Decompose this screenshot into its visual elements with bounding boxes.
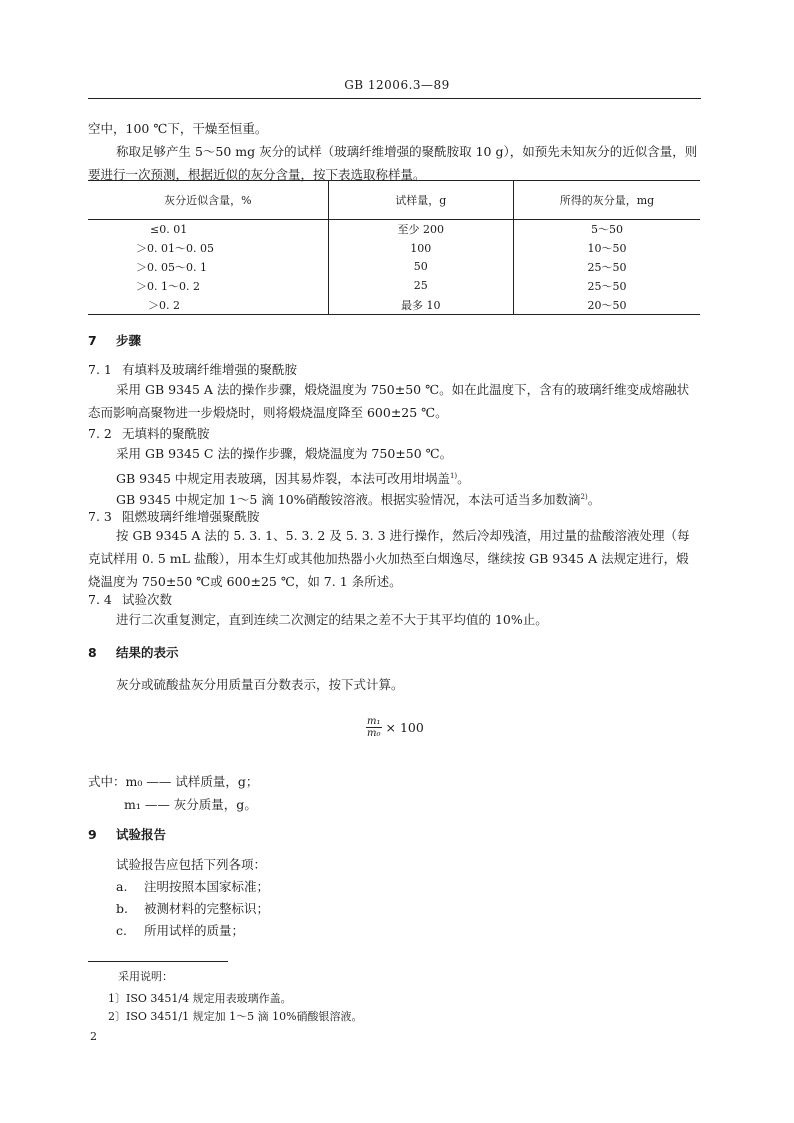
- formula-multiplier: × 100: [385, 720, 424, 735]
- where-line-2: m₁ —— 灰分质量，g。: [124, 797, 257, 812]
- section-7-2-heading: [88, 424, 210, 442]
- section-title: 结果的表示: [116, 645, 179, 660]
- footnote-title: 采用说明：: [118, 970, 173, 983]
- subsection-number: 7. 4: [88, 592, 112, 607]
- table-cell: ＞0. 05～0. 1: [136, 260, 207, 274]
- section-9-heading: [88, 825, 166, 843]
- table-cell: ＞0. 2: [88, 295, 328, 314]
- list-item: [116, 875, 728, 898]
- where-label: 式中：: [88, 774, 126, 789]
- where-line-1: [88, 770, 700, 793]
- section-8-heading: [88, 643, 179, 661]
- table-cell: ≤0. 01: [150, 222, 188, 236]
- subsection-title: 无填料的聚酰胺: [122, 426, 210, 441]
- subsection-title: 有填料及玻璃纤维增强的聚酰胺: [122, 362, 298, 377]
- page-header: GB 12006.3—89: [344, 78, 450, 92]
- section-7-3-heading: [88, 507, 260, 525]
- subsection-number: 7. 2: [88, 426, 112, 441]
- table-cell: 100: [328, 239, 513, 258]
- table-header-ash-obtained: 所得的灰分量，mg: [513, 181, 700, 220]
- table-row: [88, 295, 700, 314]
- where-definition: m₀ —— 试样质量，g；: [125, 774, 259, 789]
- list-item: [116, 897, 728, 920]
- subsection-number: 7. 3: [88, 509, 112, 524]
- subsection-number: 7. 1: [88, 362, 112, 377]
- section-number: 9: [88, 827, 97, 842]
- section-9-text: 试验报告应包括下列各项：: [116, 857, 267, 872]
- section-title: 步骤: [116, 333, 142, 348]
- intro-line: 空中，100 ℃下，干燥至恒重。: [88, 121, 268, 136]
- table-header-sample-mass: 试样量，g: [328, 181, 513, 220]
- table-cell: ＞0. 01～0. 05: [136, 242, 214, 256]
- intro-paragraph: 称取足够产生 5～50 mg 灰分的试样（玻璃纤维增强的聚酰胺取 10 g），如预先未知灰分的近似含量，则要进行一次预测，根据近似的灰分含量，按下表选取称样量。: [88, 144, 698, 182]
- section-7-2-para-1: 采用 GB 9345 C 法的操作步骤，煅烧温度为 750±50 ℃。: [116, 446, 453, 461]
- list-item: [116, 919, 728, 942]
- table-row: [88, 258, 700, 277]
- table-row: [88, 220, 700, 239]
- section-7-1-heading: [88, 360, 297, 378]
- footnote-2: 2〕ISO 3451/1 规定加 1～5 滴 10%硝酸银溶液。: [108, 1010, 363, 1023]
- section-7-4-heading: [88, 590, 172, 608]
- footnote-ref: 1): [449, 472, 458, 480]
- table-cell: 50: [328, 258, 513, 277]
- section-8-text: 灰分或硫酸盐灰分用质量百分数表示，按下式计算。: [116, 677, 404, 692]
- section-number: 8: [88, 645, 97, 660]
- formula-denominator: m₀: [367, 728, 381, 739]
- table-row: [88, 239, 700, 258]
- para-end: 。: [457, 471, 470, 486]
- section-7-heading: [88, 331, 141, 349]
- table-cell: 最多 10: [328, 295, 513, 314]
- table-row: [88, 276, 700, 295]
- table-cell: 20～50: [513, 295, 700, 314]
- table-cell: 25: [328, 276, 513, 295]
- subsection-title: 阻燃玻璃纤维增强聚酰胺: [122, 509, 260, 524]
- table-cell: 至少 200: [328, 220, 513, 239]
- footnote-ref: 2): [580, 493, 588, 501]
- para-text: GB 9345 中规定加 1～5 滴 10%硝酸铵溶液。根据实验情况，本法可适当多加数滴: [116, 492, 581, 507]
- table-cell: 10～50: [587, 242, 627, 256]
- table-cell: 5～50: [590, 223, 623, 237]
- list-item-label: b.: [116, 901, 128, 916]
- section-7-3-text: 按 GB 9345 A 法的 5. 3. 1、5. 3. 2 及 5. 3. 3 进行操作，然后冷却残渣，用过量的盐酸溶液处理（每克试样用 0. 5 mL 盐酸），用本生灯或其他加热器小火加热至白烟逸尽，继续按 GB 9345 A 法规定进行，煅烧温度为 750±50 ℃或 600±25 ℃，如 7. 1 条所述。: [88, 528, 690, 589]
- table-cell: 25～50: [587, 279, 627, 293]
- footnote-1: 1〕ISO 3451/4 规定用表玻璃作盖。: [108, 992, 292, 1005]
- table-cell: ＞0. 1～0. 2: [136, 279, 200, 293]
- result-formula: [366, 716, 424, 739]
- list-item-label: a.: [116, 879, 128, 894]
- page-number: 2: [90, 1030, 97, 1043]
- footnote-rule: [88, 961, 228, 962]
- section-title: 试验报告: [116, 827, 167, 842]
- table-header-ash-content: 灰分近似含量，%: [88, 181, 328, 220]
- table-cell: 25～50: [587, 260, 627, 274]
- subsection-title: 试验次数: [122, 592, 173, 607]
- table-header-row: [88, 181, 700, 220]
- para-end: 。: [587, 492, 601, 507]
- section-7-1-text: 采用 GB 9345 A 法的操作步骤，煅烧温度为 750±50 ℃。如在此温度下，含有的玻璃纤维变成熔融状态而影响高聚物进一步煅烧时，则将煅烧温度降至 600±25 ℃。: [88, 382, 690, 420]
- sample-size-table: [88, 180, 700, 315]
- para-text: GB 9345 中规定用表玻璃，因其易炸裂，本法可改用坩埚盖: [116, 471, 450, 486]
- formula-fraction: [366, 716, 382, 739]
- list-item-label: c.: [116, 923, 127, 938]
- formula-numerator: m₁: [367, 716, 381, 727]
- section-7-4-text: 进行二次重复测定，直到连续二次测定的结果之差不大于其平均值的 10%止。: [116, 612, 548, 627]
- section-number: 7: [88, 333, 97, 348]
- list-item-text: 注明按照本国家标准；: [144, 879, 270, 894]
- list-item-text: 被测材料的完整标识；: [144, 901, 270, 916]
- header-rule: [88, 98, 701, 99]
- list-item-text: 所用试样的质量；: [144, 923, 245, 938]
